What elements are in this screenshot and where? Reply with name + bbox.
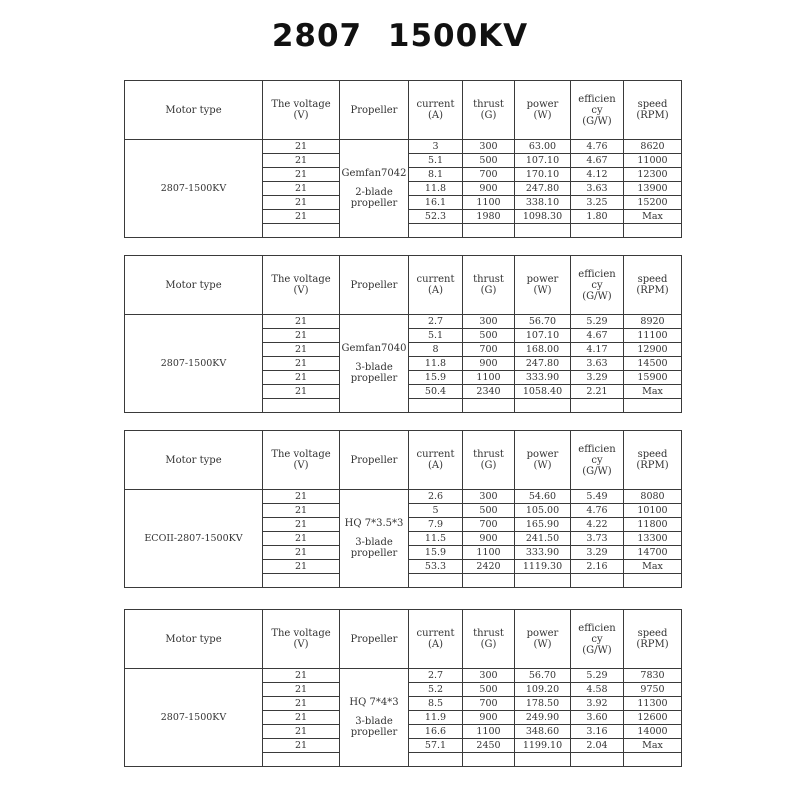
motor-type-cell: ECOII-2807-1500KV: [125, 490, 263, 588]
current-cell: 5.2: [409, 683, 463, 697]
voltage-cell: 21: [263, 329, 340, 343]
header-current-line: current: [416, 274, 455, 285]
thrust-cell: [463, 399, 515, 413]
thrust-cell: 700: [463, 168, 515, 182]
current-cell: 5.1: [409, 154, 463, 168]
efficiency-cell: 3.73: [571, 532, 624, 546]
header-propeller-line: Propeller: [350, 454, 398, 466]
efficiency-cell: 1.80: [571, 210, 624, 224]
current-cell: 52.3: [409, 210, 463, 224]
table-row: [125, 140, 682, 154]
header-power-line: (W): [533, 110, 552, 121]
power-cell: 105.00: [515, 504, 571, 518]
header-efficiency-line: cy: [591, 104, 603, 116]
current-cell: 11.8: [409, 357, 463, 371]
propeller-cell: [340, 140, 409, 238]
voltage-cell: [263, 574, 340, 588]
current-cell: 2.7: [409, 315, 463, 329]
power-cell: 333.90: [515, 546, 571, 560]
header-speed-line: speed: [637, 274, 668, 285]
power-cell: [515, 574, 571, 588]
power-cell: 107.10: [515, 329, 571, 343]
thrust-cell: 300: [463, 669, 515, 683]
header-efficiency: [571, 256, 624, 315]
header-efficiency-line: (G/W): [582, 290, 612, 302]
voltage-cell: 21: [263, 697, 340, 711]
thrust-cell: 500: [463, 154, 515, 168]
current-cell: 15.9: [409, 546, 463, 560]
header-current: [409, 431, 463, 490]
speed-cell: Max: [624, 385, 682, 399]
header-motor-type-line: Motor type: [165, 454, 222, 466]
header-propeller-line: Propeller: [350, 279, 398, 291]
power-cell: 165.90: [515, 518, 571, 532]
header-voltage-line: The voltage: [271, 628, 331, 639]
speed-cell: 8080: [624, 490, 682, 504]
efficiency-cell: 4.67: [571, 154, 624, 168]
header-thrust: [463, 431, 515, 490]
thrust-cell: 300: [463, 490, 515, 504]
header-power-line: power: [526, 449, 559, 460]
header-current-line: (A): [427, 639, 444, 650]
table-row: [125, 669, 682, 683]
header-power: [515, 81, 571, 140]
voltage-cell: 21: [263, 711, 340, 725]
header-speed: [624, 256, 682, 315]
voltage-cell: 21: [263, 357, 340, 371]
power-cell: [515, 224, 571, 238]
speed-cell: [624, 224, 682, 238]
voltage-cell: 21: [263, 182, 340, 196]
power-cell: 178.50: [515, 697, 571, 711]
header-thrust: [463, 610, 515, 669]
motor-type-cell: 2807-1500KV: [125, 669, 263, 767]
power-cell: 170.10: [515, 168, 571, 182]
thrust-cell: 300: [463, 315, 515, 329]
current-cell: 3: [409, 140, 463, 154]
header-motor-type-line: Motor type: [165, 633, 222, 645]
power-cell: 1199.10: [515, 739, 571, 753]
thrust-cell: 700: [463, 518, 515, 532]
thrust-cell: 700: [463, 697, 515, 711]
current-cell: [409, 224, 463, 238]
power-cell: 338.10: [515, 196, 571, 210]
voltage-cell: 21: [263, 315, 340, 329]
table-header-row: [125, 431, 682, 490]
current-cell: 15.9: [409, 371, 463, 385]
current-cell: 7.9: [409, 518, 463, 532]
thrust-cell: 900: [463, 532, 515, 546]
header-voltage-line: The voltage: [271, 449, 331, 460]
efficiency-cell: 3.92: [571, 697, 624, 711]
header-efficiency-line: efficien: [578, 93, 616, 105]
header-efficiency: [571, 610, 624, 669]
voltage-cell: 21: [263, 725, 340, 739]
header-current-line: current: [416, 628, 455, 639]
voltage-cell: 21: [263, 490, 340, 504]
efficiency-cell: 2.16: [571, 560, 624, 574]
thrust-cell: [463, 224, 515, 238]
speed-cell: 11000: [624, 154, 682, 168]
efficiency-cell: 2.04: [571, 739, 624, 753]
power-cell: 249.90: [515, 711, 571, 725]
header-voltage-line: (V): [293, 460, 309, 471]
header-speed-line: speed: [637, 449, 668, 460]
propeller-blade: propeller: [350, 727, 398, 738]
propeller-name: Gemfan7040: [341, 343, 407, 354]
header-speed-line: speed: [637, 628, 668, 639]
header-current-line: (A): [427, 285, 444, 296]
propeller-name: Gemfan7042: [341, 168, 407, 179]
propeller-cell: [340, 490, 409, 588]
table-header-row: [125, 610, 682, 669]
header-power-line: power: [526, 628, 559, 639]
propeller-cell: [340, 315, 409, 413]
header-current: [409, 610, 463, 669]
speed-cell: 15900: [624, 371, 682, 385]
power-cell: 109.20: [515, 683, 571, 697]
speed-cell: Max: [624, 560, 682, 574]
header-voltage-line: The voltage: [271, 99, 331, 110]
header-motor-type: [125, 256, 263, 315]
current-cell: [409, 753, 463, 767]
current-cell: 2.7: [409, 669, 463, 683]
power-cell: 333.90: [515, 371, 571, 385]
current-cell: [409, 399, 463, 413]
motor-type-cell: 2807-1500KV: [125, 315, 263, 413]
header-thrust: [463, 81, 515, 140]
thrust-cell: 1100: [463, 196, 515, 210]
header-efficiency: [571, 81, 624, 140]
thrust-cell: 300: [463, 140, 515, 154]
voltage-cell: 21: [263, 739, 340, 753]
speed-cell: 12900: [624, 343, 682, 357]
propeller-blade: 2-blade: [355, 187, 393, 198]
header-efficiency-line: cy: [591, 454, 603, 466]
speed-cell: 14000: [624, 725, 682, 739]
speed-cell: [624, 574, 682, 588]
thrust-cell: 1980: [463, 210, 515, 224]
header-thrust-line: (G): [480, 460, 497, 471]
table-row: [125, 490, 682, 504]
current-cell: 8.1: [409, 168, 463, 182]
thrust-cell: [463, 574, 515, 588]
voltage-cell: 21: [263, 546, 340, 560]
propeller-blade: propeller: [350, 548, 398, 559]
header-efficiency-line: efficien: [578, 443, 616, 455]
efficiency-cell: 3.60: [571, 711, 624, 725]
header-efficiency-line: cy: [591, 633, 603, 645]
voltage-cell: 21: [263, 371, 340, 385]
header-power-line: power: [526, 99, 559, 110]
speed-cell: 14700: [624, 546, 682, 560]
propeller-blade: propeller: [350, 198, 398, 209]
thrust-cell: 2420: [463, 560, 515, 574]
voltage-cell: [263, 753, 340, 767]
propeller-name: HQ 7*3.5*3: [344, 518, 404, 529]
speed-cell: 11100: [624, 329, 682, 343]
voltage-cell: [263, 399, 340, 413]
efficiency-cell: 4.17: [571, 343, 624, 357]
speed-cell: Max: [624, 210, 682, 224]
header-thrust-line: (G): [480, 285, 497, 296]
header-efficiency-line: (G/W): [582, 115, 612, 127]
propeller-blade: 3-blade: [355, 362, 393, 373]
speed-cell: 7830: [624, 669, 682, 683]
header-thrust-line: thrust: [473, 274, 504, 285]
efficiency-cell: 3.29: [571, 371, 624, 385]
header-speed: [624, 431, 682, 490]
thrust-cell: [463, 753, 515, 767]
header-power-line: power: [526, 274, 559, 285]
voltage-cell: 21: [263, 683, 340, 697]
power-cell: 54.60: [515, 490, 571, 504]
header-thrust-line: thrust: [473, 99, 504, 110]
page-title: 2807 1500KV: [271, 18, 529, 54]
voltage-cell: 21: [263, 343, 340, 357]
header-efficiency: [571, 431, 624, 490]
header-propeller: [340, 610, 409, 669]
header-voltage-line: (V): [293, 639, 309, 650]
thrust-cell: 900: [463, 182, 515, 196]
efficiency-cell: 3.16: [571, 725, 624, 739]
efficiency-cell: 4.76: [571, 504, 624, 518]
thrust-cell: 900: [463, 711, 515, 725]
spec-table: [124, 430, 682, 588]
header-propeller: [340, 81, 409, 140]
header-voltage-line: (V): [293, 110, 309, 121]
voltage-cell: 21: [263, 210, 340, 224]
efficiency-cell: 3.63: [571, 357, 624, 371]
header-motor-type: [125, 610, 263, 669]
power-cell: 1119.30: [515, 560, 571, 574]
current-cell: 16.1: [409, 196, 463, 210]
spec-table: [124, 80, 682, 238]
power-cell: [515, 399, 571, 413]
spec-table: [124, 609, 682, 767]
header-efficiency-line: (G/W): [582, 644, 612, 656]
header-power: [515, 431, 571, 490]
header-voltage: [263, 81, 340, 140]
propeller-cell: [340, 669, 409, 767]
speed-cell: 13300: [624, 532, 682, 546]
voltage-cell: 21: [263, 385, 340, 399]
header-efficiency-line: (G/W): [582, 465, 612, 477]
voltage-cell: 21: [263, 518, 340, 532]
header-thrust-line: thrust: [473, 449, 504, 460]
power-cell: [515, 753, 571, 767]
header-thrust-line: (G): [480, 639, 497, 650]
current-cell: 5.1: [409, 329, 463, 343]
speed-cell: 9750: [624, 683, 682, 697]
header-speed-line: (RPM): [636, 285, 669, 296]
efficiency-cell: [571, 574, 624, 588]
propeller-blade: 3-blade: [355, 537, 393, 548]
header-speed-line: speed: [637, 99, 668, 110]
power-cell: 241.50: [515, 532, 571, 546]
header-current: [409, 256, 463, 315]
table-header-row: [125, 256, 682, 315]
speed-cell: 12600: [624, 711, 682, 725]
efficiency-cell: 4.76: [571, 140, 624, 154]
header-current: [409, 81, 463, 140]
speed-cell: 11300: [624, 697, 682, 711]
header-speed-line: (RPM): [636, 639, 669, 650]
header-voltage: [263, 431, 340, 490]
current-cell: 53.3: [409, 560, 463, 574]
power-cell: 247.80: [515, 182, 571, 196]
propeller-blade: 3-blade: [355, 716, 393, 727]
header-speed: [624, 610, 682, 669]
thrust-cell: 1100: [463, 725, 515, 739]
current-cell: 8: [409, 343, 463, 357]
header-voltage-line: (V): [293, 285, 309, 296]
header-motor-type-line: Motor type: [165, 104, 222, 116]
motor-type-cell: 2807-1500KV: [125, 140, 263, 238]
header-motor-type: [125, 431, 263, 490]
current-cell: 16.6: [409, 725, 463, 739]
efficiency-cell: [571, 753, 624, 767]
header-propeller-line: Propeller: [350, 633, 398, 645]
thrust-cell: 2340: [463, 385, 515, 399]
speed-cell: 14500: [624, 357, 682, 371]
header-power: [515, 256, 571, 315]
header-current-line: current: [416, 99, 455, 110]
power-cell: 107.10: [515, 154, 571, 168]
header-power-line: (W): [533, 639, 552, 650]
voltage-cell: 21: [263, 532, 340, 546]
current-cell: 11.5: [409, 532, 463, 546]
efficiency-cell: [571, 399, 624, 413]
current-cell: 2.6: [409, 490, 463, 504]
table-header-row: [125, 81, 682, 140]
header-power: [515, 610, 571, 669]
thrust-cell: 500: [463, 329, 515, 343]
speed-cell: [624, 753, 682, 767]
thrust-cell: 2450: [463, 739, 515, 753]
speed-cell: 11800: [624, 518, 682, 532]
header-thrust-line: thrust: [473, 628, 504, 639]
voltage-cell: 21: [263, 669, 340, 683]
voltage-cell: 21: [263, 504, 340, 518]
power-cell: 56.70: [515, 669, 571, 683]
current-cell: 5: [409, 504, 463, 518]
voltage-cell: 21: [263, 154, 340, 168]
header-propeller-line: Propeller: [350, 104, 398, 116]
power-cell: 1058.40: [515, 385, 571, 399]
thrust-cell: 500: [463, 504, 515, 518]
voltage-cell: 21: [263, 196, 340, 210]
header-efficiency-line: efficien: [578, 622, 616, 634]
efficiency-cell: 4.12: [571, 168, 624, 182]
speed-cell: 15200: [624, 196, 682, 210]
table-row: [125, 315, 682, 329]
speed-cell: 10100: [624, 504, 682, 518]
header-efficiency-line: efficien: [578, 268, 616, 280]
header-power-line: (W): [533, 460, 552, 471]
header-motor-type: [125, 81, 263, 140]
speed-cell: 12300: [624, 168, 682, 182]
header-voltage-line: The voltage: [271, 274, 331, 285]
propeller-name: HQ 7*4*3: [349, 697, 399, 708]
thrust-cell: 900: [463, 357, 515, 371]
efficiency-cell: 4.67: [571, 329, 624, 343]
thrust-cell: 1100: [463, 371, 515, 385]
speed-cell: [624, 399, 682, 413]
header-current-line: current: [416, 449, 455, 460]
voltage-cell: 21: [263, 140, 340, 154]
efficiency-cell: 5.49: [571, 490, 624, 504]
power-cell: 247.80: [515, 357, 571, 371]
efficiency-cell: 3.25: [571, 196, 624, 210]
power-cell: 1098.30: [515, 210, 571, 224]
efficiency-cell: 5.29: [571, 315, 624, 329]
spec-table: [124, 255, 682, 413]
efficiency-cell: 5.29: [571, 669, 624, 683]
efficiency-cell: 4.22: [571, 518, 624, 532]
header-speed: [624, 81, 682, 140]
voltage-cell: [263, 224, 340, 238]
current-cell: 11.8: [409, 182, 463, 196]
power-cell: 56.70: [515, 315, 571, 329]
power-cell: 168.00: [515, 343, 571, 357]
efficiency-cell: [571, 224, 624, 238]
current-cell: 57.1: [409, 739, 463, 753]
thrust-cell: 500: [463, 683, 515, 697]
current-cell: 11.9: [409, 711, 463, 725]
header-thrust-line: (G): [480, 110, 497, 121]
voltage-cell: 21: [263, 168, 340, 182]
propeller-blade: propeller: [350, 373, 398, 384]
power-cell: 63.00: [515, 140, 571, 154]
header-thrust: [463, 256, 515, 315]
current-cell: [409, 574, 463, 588]
speed-cell: 8620: [624, 140, 682, 154]
header-speed-line: (RPM): [636, 460, 669, 471]
efficiency-cell: 2.21: [571, 385, 624, 399]
current-cell: 50.4: [409, 385, 463, 399]
current-cell: 8.5: [409, 697, 463, 711]
header-efficiency-line: cy: [591, 279, 603, 291]
header-power-line: (W): [533, 285, 552, 296]
header-propeller: [340, 431, 409, 490]
header-voltage: [263, 256, 340, 315]
efficiency-cell: 3.29: [571, 546, 624, 560]
header-current-line: (A): [427, 110, 444, 121]
voltage-cell: 21: [263, 560, 340, 574]
header-current-line: (A): [427, 460, 444, 471]
header-propeller: [340, 256, 409, 315]
speed-cell: 13900: [624, 182, 682, 196]
thrust-cell: 1100: [463, 546, 515, 560]
efficiency-cell: 3.63: [571, 182, 624, 196]
header-motor-type-line: Motor type: [165, 279, 222, 291]
speed-cell: 8920: [624, 315, 682, 329]
header-speed-line: (RPM): [636, 110, 669, 121]
header-voltage: [263, 610, 340, 669]
efficiency-cell: 4.58: [571, 683, 624, 697]
thrust-cell: 700: [463, 343, 515, 357]
speed-cell: Max: [624, 739, 682, 753]
power-cell: 348.60: [515, 725, 571, 739]
